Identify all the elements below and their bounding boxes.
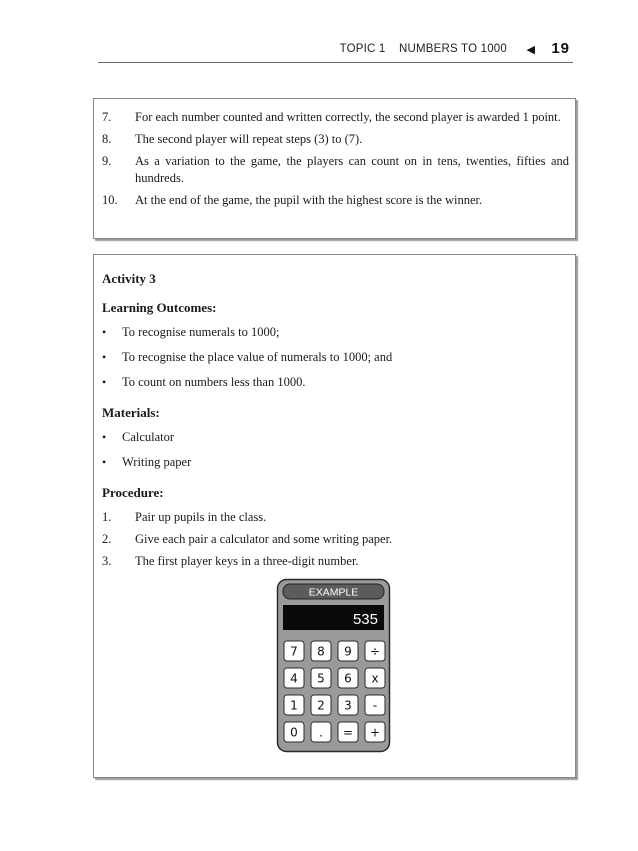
step-item [102, 109, 569, 126]
outcome-text: To recognise numerals to 1000; [122, 325, 280, 339]
calculator-label: EXAMPLE [308, 586, 359, 599]
calculator-key-label: 3 [344, 698, 352, 713]
procedure-number: 1. [102, 510, 112, 524]
material-item [102, 454, 569, 471]
header-text [340, 43, 507, 55]
calculator-key-label: . [319, 725, 323, 740]
calculator-key-label: 5 [317, 671, 325, 686]
outcome-item [102, 349, 569, 366]
procedure-heading: Procedure: [102, 485, 164, 500]
left-triangle-icon: ◀ [526, 43, 535, 56]
calculator-key-label: 6 [344, 671, 352, 686]
material-text: Writing paper [122, 455, 192, 469]
procedure-text: Give each pair a calculator and some writing paper. [135, 532, 393, 546]
calculator-key-label: 2 [317, 698, 325, 713]
calculator-illustration [276, 578, 391, 753]
material-item [102, 429, 569, 446]
calculator-key-label: ÷ [369, 644, 381, 659]
material-text: Calculator [122, 430, 175, 444]
header-topic: TOPIC 1 [339, 43, 386, 55]
step-text: For each number counted and written correctly, the second player is awarded 1 point. [135, 110, 561, 124]
steps-continued-box [93, 98, 576, 239]
step-text: As a variation to the game, the players can count on in tens, twenties, fifties and hundreds. [135, 154, 569, 185]
bullet-icon: • [102, 325, 107, 339]
header-title: NUMBERS TO 1000 [398, 43, 507, 55]
step-number: 9. [102, 154, 112, 168]
bullet-icon: • [102, 430, 107, 444]
outcome-item [102, 374, 569, 391]
procedure-number: 3. [102, 554, 112, 568]
outcome-text: To count on numbers less than 1000. [122, 375, 306, 389]
procedure-item [102, 509, 569, 526]
activity-title: Activity 3 [102, 271, 156, 286]
procedure-number: 2. [102, 532, 112, 546]
step-text: At the end of the game, the pupil with the highest score is the winner. [135, 193, 483, 207]
outcomes-heading: Learning Outcomes: [102, 300, 217, 315]
outcome-text: To recognise the place value of numerals to 1000; and [122, 350, 393, 364]
step-number: 7. [102, 110, 112, 124]
calculator-key-label: + [369, 725, 381, 740]
bullet-icon: • [102, 375, 107, 389]
page-number: 19 [551, 40, 570, 57]
step-item [102, 153, 569, 187]
header-rule [98, 62, 573, 63]
procedure-text: The first player keys in a three-digit number. [135, 554, 359, 568]
calculator-key-label: 0 [290, 725, 298, 740]
calculator-key-label: 8 [317, 644, 325, 659]
procedure-text: Pair up pupils in the class. [135, 510, 267, 524]
calculator-key-label: 1 [290, 698, 298, 713]
calculator-key-label: 4 [290, 671, 298, 686]
step-item [102, 131, 569, 148]
calculator-key-label: 7 [290, 644, 298, 659]
calculator-key-label: x [371, 671, 379, 686]
step-item [102, 192, 569, 209]
bullet-icon: • [102, 455, 107, 469]
procedure-item [102, 531, 569, 548]
running-header [98, 40, 573, 60]
step-text: The second player will repeat steps (3) to (7). [135, 132, 363, 146]
step-number: 8. [102, 132, 112, 146]
calculator-key-label: - [372, 698, 378, 713]
calculator-key-label: = [342, 725, 354, 740]
procedure-item [102, 553, 569, 570]
step-number: 10. [102, 193, 118, 207]
outcome-item [102, 324, 569, 341]
calculator-display-value: 535 [352, 611, 378, 628]
materials-heading: Materials: [102, 405, 160, 420]
bullet-icon: • [102, 350, 107, 364]
calculator-key-label: 9 [344, 644, 352, 659]
